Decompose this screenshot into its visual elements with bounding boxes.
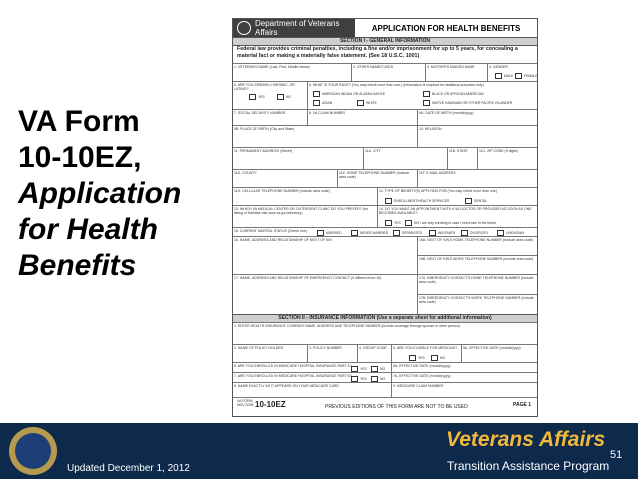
- slide-footer: [0, 423, 638, 479]
- field-religion: 10. RELIGION: [417, 126, 537, 148]
- label: UNKNOWN: [506, 230, 524, 235]
- previous-editions-note: PREVIOUS EDITIONS OF THIS FORM ARE NOT TO BE USED: [325, 404, 468, 410]
- field-nok-home-phone: 16A. NEXT OF KIN'S HOME TELEPHONE NUMBER (Include area code): [417, 237, 537, 256]
- slide-title: [18, 104, 218, 284]
- form-row: [233, 236, 537, 275]
- race-option: [313, 91, 385, 97]
- label: YES: [394, 220, 401, 225]
- field-home-phone: 11E. HOME TELEPHONE NUMBER (Include area code): [337, 170, 417, 188]
- gender-male: [495, 73, 513, 79]
- title-line-3: Application: [18, 177, 182, 210]
- field-claim-number: 8. VA CLAIM NUMBER: [307, 110, 417, 126]
- field-maiden-name: 3. MOTHER'S MAIDEN NAME: [425, 64, 487, 82]
- field-medicare-name: 8. NAME EXACTLY AS IT APPEARS ON YOUR MEDICARE CARD: [234, 384, 339, 388]
- brand-subtitle: Transition Assistance Program: [447, 459, 610, 473]
- field-group-code: 4. GROUP CODE: [357, 345, 391, 363]
- appointment-yes: [385, 220, 401, 226]
- field-medicaid: 5. ARE YOU ELIGIBLE FOR MEDICAID?: [391, 345, 461, 363]
- checkbox-icon: [423, 100, 430, 106]
- checkbox-icon: [405, 220, 412, 226]
- label: WIDOWED: [438, 230, 456, 235]
- label: ENROLLMENT/HEALTH SERVICES: [394, 198, 450, 203]
- section-2-bar: SECTION II - INSURANCE INFORMATION (Use a separate sheet for additional information): [233, 314, 537, 323]
- field-medicare-b-date: 7A. EFFECTIVE DATE (mm/dd/yyyy): [391, 373, 537, 383]
- checkbox-icon: [249, 94, 256, 100]
- field-dob: 9A. DATE OF BIRTH (mm/dd/yyyy): [417, 110, 537, 126]
- form-row: [233, 81, 537, 110]
- slide-number: 51: [610, 449, 623, 461]
- field-ssn: 7. SOCIAL SECURITY NUMBER: [234, 111, 286, 115]
- form-row: [233, 147, 537, 170]
- form-date: NOV 2008: [237, 403, 254, 407]
- label: 4. GENDER: [489, 65, 508, 69]
- checkbox-icon: [385, 198, 392, 204]
- label: DENTAL: [474, 198, 488, 203]
- checkbox-icon: [431, 355, 438, 361]
- va-seal-icon: [9, 427, 57, 475]
- title-line-4: for Health: [18, 213, 159, 246]
- label: NEVER MARRIED: [360, 230, 389, 235]
- field-place-of-birth: 9B. PLACE OF BIRTH (City and State): [234, 127, 295, 131]
- form-row: [233, 274, 537, 315]
- race-option: [357, 100, 377, 106]
- title-line-5: Benefits: [18, 249, 137, 282]
- field-policy-holder: 2. NAME OF POLICY HOLDER: [234, 346, 284, 350]
- field-medicare-b: 7. ARE YOU ENROLLED IN MEDICARE HOSPITAL INSURANCE PART B?: [234, 374, 352, 378]
- field-next-of-kin: 16. NAME, ADDRESS AND RELATIONSHIP OF NEXT OF KIN: [234, 238, 332, 242]
- form-row: [233, 125, 537, 148]
- label: NO: [380, 366, 386, 371]
- label: SEPARATED: [402, 230, 423, 235]
- form-row: [233, 382, 537, 398]
- brand-name: Veterans Affairs: [446, 428, 606, 451]
- field-marital-status: 15. CURRENT MARITAL STATUS (Check one): [234, 229, 307, 233]
- label: NATIVE HAWAIIAN OR OTHER PACIFIC ISLANDER: [432, 100, 513, 105]
- field-state: 11B. STATE: [447, 148, 477, 170]
- label: MALE: [504, 73, 514, 78]
- checkbox-icon: [409, 355, 416, 361]
- race-option: [423, 91, 483, 97]
- field-policy-number: 3. POLICY NUMBER: [307, 345, 357, 363]
- label: NO: [440, 355, 446, 360]
- form-row: [233, 344, 537, 363]
- form-label: VA FORM: [237, 399, 253, 403]
- title-line-2: 10-10EZ,: [18, 141, 142, 174]
- form-footer-label: [237, 399, 253, 407]
- form-row: [233, 205, 537, 228]
- checkbox-icon: [423, 91, 430, 97]
- hispanic-no: [277, 94, 291, 100]
- label: DIVORCED: [470, 230, 488, 235]
- benefit-option: [465, 198, 487, 204]
- seal-center: [15, 433, 51, 469]
- field-county: 11D. COUNTY: [234, 171, 257, 175]
- form-number: 10-10EZ: [255, 400, 286, 409]
- label: AMERICAN INDIAN OR ALASKA NATIVE: [322, 91, 386, 96]
- field-hispanic: 5. ARE YOU SPANISH, HISPANIC, OR LATINO?: [234, 83, 295, 91]
- checkbox-icon: [313, 100, 320, 106]
- field-other-names: 2. OTHER NAMES USED: [351, 64, 425, 82]
- page-number: PAGE 1: [513, 402, 531, 408]
- form-warning: Federal law provides criminal penalties, including a fine and/or imprisonment for up to 5 years, for concealing a material fact or making a materially false statement. (See 18 U.S.C. 1001): [237, 46, 518, 59]
- benefit-option: [385, 198, 449, 204]
- field-nok-work-phone: 16B. NEXT OF KIN'S WORK TELEPHONE NUMBER (Include area code): [417, 256, 537, 275]
- race-option: [423, 100, 512, 106]
- label: YES: [360, 376, 367, 381]
- field-city: 11A. CITY: [363, 148, 447, 170]
- form-row: [233, 169, 537, 188]
- field-medicare-a: 6. ARE YOU ENROLLED IN MEDICARE HOSPITAL INSURANCE PART A?: [234, 364, 352, 368]
- label: NO I am only enrolling in case I need care in the future.: [414, 220, 497, 225]
- field-appointment: 14. DO YOU WANT AN APPOINTMENT WITH A VA DOCTOR OR PROVIDER AS SOON AS ONE BECOMES AVAILABLE?: [377, 206, 537, 228]
- form-header: [233, 19, 537, 37]
- field-emergency-contact: 17. NAME, ADDRESS AND RELATIONSHIP OF EMERGENCY CONTACT (if different from 16): [234, 276, 382, 280]
- form-row: [233, 63, 537, 82]
- label: YES: [418, 355, 425, 360]
- appointment-no: [405, 220, 497, 226]
- gender-female: [515, 73, 538, 79]
- label: ASIAN: [322, 100, 333, 105]
- field-insurance-company: 1. ENTER HEALTH INSURANCE COMPANY NAME, ADDRESS AND TELEPHONE NUMBER (include coverage through spouse or other person): [234, 324, 460, 328]
- form-department: [233, 19, 355, 37]
- field-address: 11. PERMANENT ADDRESS (Street): [234, 149, 292, 153]
- field-race: 6. WHAT IS YOUR RACE? (You may check more than one.) (Information is required for statistical purposes only.): [307, 82, 537, 110]
- form-title: APPLICATION FOR HEALTH BENEFITS: [355, 19, 537, 37]
- field-medical-center: 13. WHICH VA MEDICAL CENTER OR OUTPATIENT CLINIC DO YOU PREFER? (for listing of facilities visit www.va.gov/directory): [234, 207, 368, 215]
- checkbox-icon: [385, 220, 392, 226]
- form-row: [233, 322, 537, 345]
- checkbox-icon: [495, 73, 502, 79]
- label: MARRIED: [326, 230, 342, 235]
- checkbox-icon: [465, 198, 472, 204]
- field-medicare-claim: 9. MEDICARE CLAIM NUMBER: [391, 383, 537, 397]
- label: NO: [380, 376, 386, 381]
- label: FEMALE: [524, 73, 538, 78]
- field-veteran-name: 1. VETERAN'S NAME (Last, First, Middle Name): [234, 65, 310, 69]
- field-benefits: 12. TYPE OF BENEFIT(S) APPLYING FOR (You may check more than one): [377, 188, 537, 206]
- checkbox-icon: [277, 94, 284, 100]
- title-line-1: VA Form: [18, 105, 140, 138]
- checkbox-icon: [357, 100, 364, 106]
- hispanic-yes: [249, 94, 265, 100]
- department-name: Department of Veterans Affairs: [255, 19, 340, 37]
- form-image: [232, 18, 538, 417]
- field-zip: 11C. ZIP CODE (9 digits): [477, 148, 537, 170]
- checkbox-icon: [515, 73, 522, 79]
- label: YES: [258, 94, 265, 99]
- medicaid-no: [431, 355, 445, 361]
- va-seal-icon: [237, 21, 251, 35]
- field-cell-phone: 11G. CELLULAR TELEPHONE NUMBER (Include area code): [234, 189, 330, 193]
- field-ec-home-phone: 17A. EMERGENCY CONTACT'S HOME TELEPHONE NUMBER (Include area code): [417, 275, 537, 295]
- field-ec-work-phone: 17B. EMERGENCY CONTACT'S WORK TELEPHONE NUMBER (Include area code): [417, 295, 537, 315]
- label: BLACK OR AFRICAN AMERICAN: [432, 91, 484, 96]
- medicaid-yes: [409, 355, 425, 361]
- label: WHITE: [366, 100, 377, 105]
- label: YES: [360, 366, 367, 371]
- field-medicare-a-date: 6A. EFFECTIVE DATE (mm/dd/yyyy): [391, 363, 537, 373]
- race-option: [313, 100, 332, 106]
- label: NO: [286, 94, 292, 99]
- updated-date: Updated December 1, 2012: [67, 463, 190, 474]
- section-1-bar: SECTION I - GENERAL INFORMATION: [233, 37, 537, 46]
- field-medicaid-date: 5A. EFFECTIVE DATE (mm/dd/yyyy): [461, 345, 537, 363]
- form-row: [233, 109, 537, 126]
- field-email: 11F. E-MAIL ADDRESS: [417, 170, 537, 188]
- checkbox-icon: [313, 91, 320, 97]
- form-row: [233, 187, 537, 206]
